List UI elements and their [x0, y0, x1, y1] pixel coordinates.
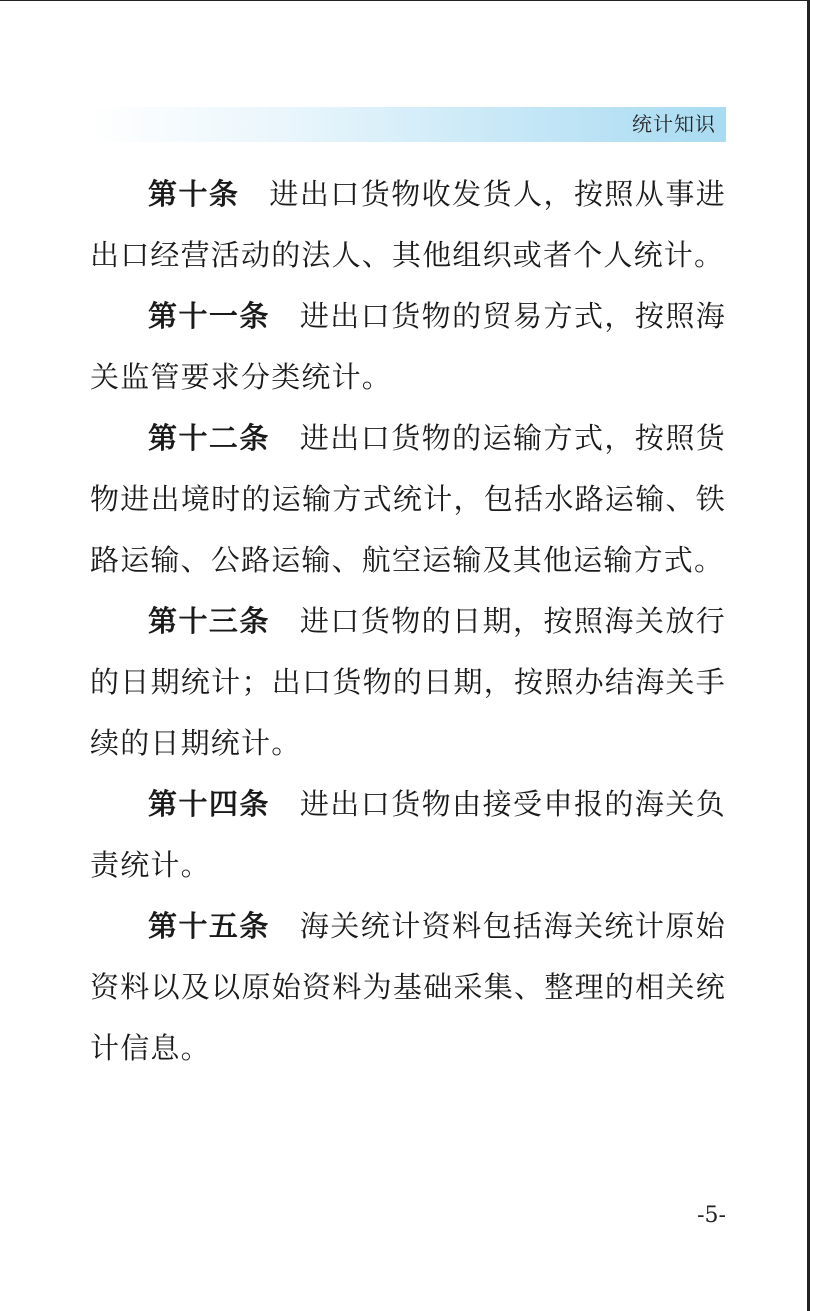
article-title: 第十一条 [148, 299, 270, 333]
article-body: 进出口货物收发货人，按照从事进出口经营活动的法人、其他组织或者个人统计。 [90, 177, 726, 272]
article-title: 第十二条 [148, 421, 270, 455]
page-number: -5- [697, 1203, 726, 1228]
article-list [90, 164, 726, 1079]
article-15 [90, 896, 726, 1079]
article-body: 进出口货物的贸易方式，按照海关监管要求分类统计。 [90, 299, 726, 394]
article-10 [90, 164, 726, 286]
article-11 [90, 286, 726, 408]
section-header-band [90, 107, 726, 142]
article-title: 第十条 [148, 177, 240, 211]
article-14 [90, 774, 726, 896]
article-title: 第十三条 [148, 604, 270, 638]
article-body: 海关统计资料包括海关统计原始资料以及以原始资料为基础采集、整理的相关统计信息。 [90, 909, 726, 1065]
article-body: 进出口货物由接受申报的海关负责统计。 [90, 787, 726, 882]
article-body: 进口货物的日期，按照海关放行的日期统计；出口货物的日期，按照办结海关手续的日期统计。 [90, 604, 726, 760]
article-12 [90, 408, 726, 591]
article-title: 第十五条 [148, 909, 270, 943]
section-label: 统计知识 [632, 112, 716, 136]
article-13 [90, 591, 726, 774]
article-title: 第十四条 [148, 787, 270, 821]
article-body: 进出口货物的运输方式，按照货物进出境时的运输方式统计，包括水路运输、铁路运输、公路运输、航空运输及其他运输方式。 [90, 421, 726, 577]
